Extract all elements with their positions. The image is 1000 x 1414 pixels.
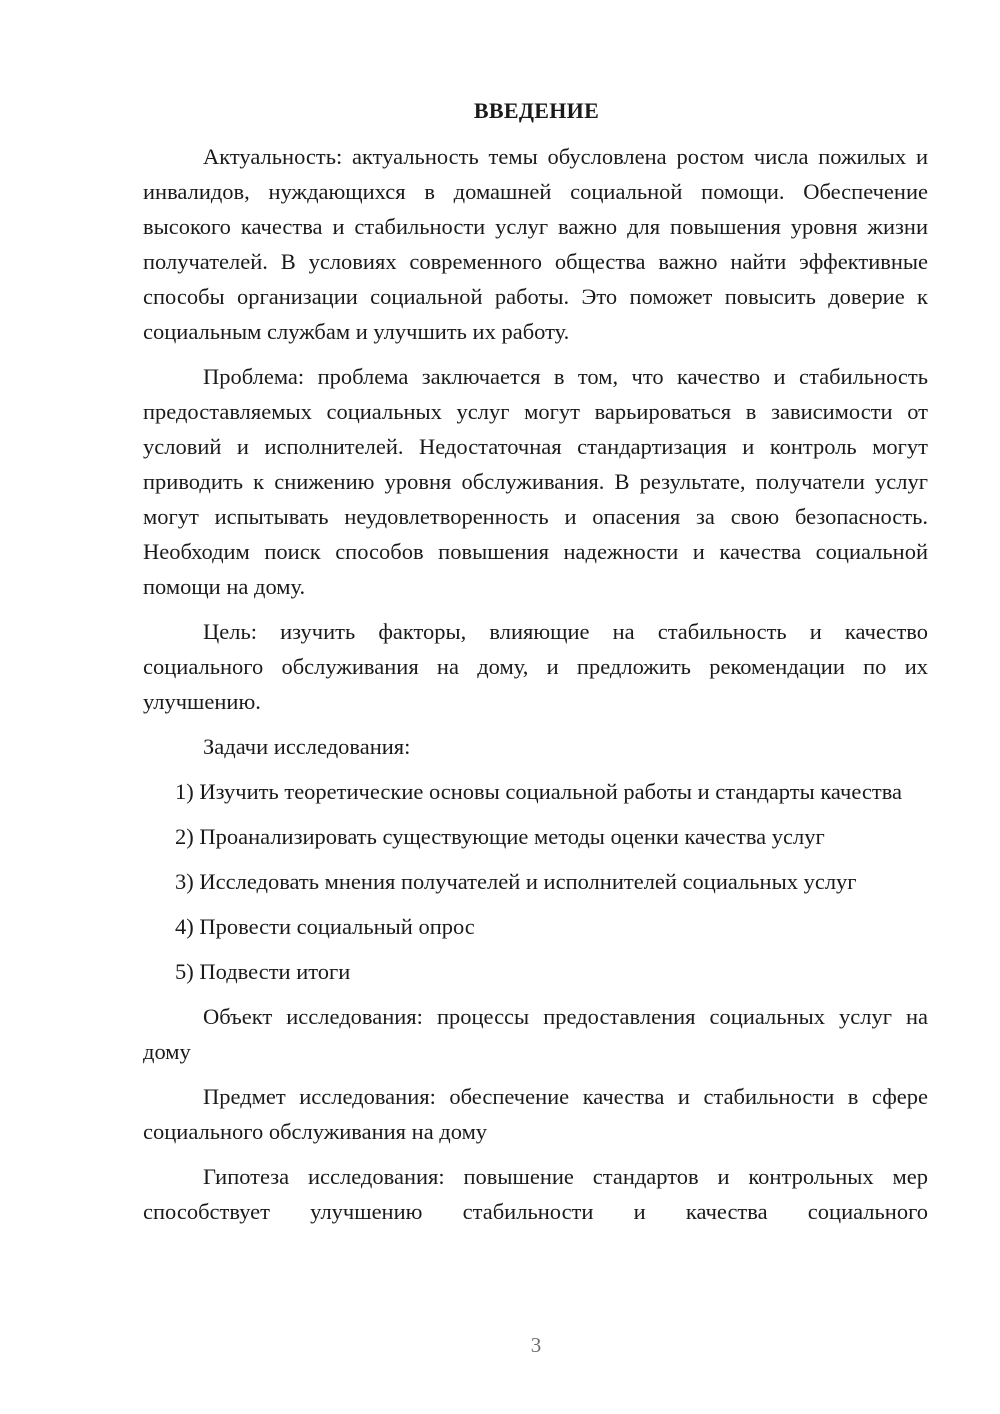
page-number: 3 (530, 1333, 542, 1357)
page-title: ВВЕДЕНИЕ (473, 98, 600, 123)
hypothesis-paragraph: Гипотеза исследования: повышение стандартов и контрольных мер способствует улучшению стабильности и качества социального (143, 1164, 928, 1224)
subject-paragraph: Предмет исследования: обеспечение качества и стабильности в сфере социального обслуживания на дому (143, 1084, 928, 1144)
problem-paragraph: Проблема: проблема заключается в том, что качество и стабильность предоставляемых социальных услуг могут варьироваться в зависимости от условий и исполнителей. Недостаточная стандартизация и контроль могут приводить к снижению уровня обслуживания. В результате, получатели услуг могут испытывать неудовлетворенность и опасения за свою безопасность. Необходим поиск способов повышения надежности и качества социальной помощи на дому. (143, 364, 928, 599)
relevance-paragraph: Актуальность: актуальность темы обусловлена ростом числа пожилых и инвалидов, нуждающихся в домашней социальной помощи. Обеспечение высокого качества и стабильности услуг важно для повышения уровня жизни получателей. В условиях современного общества важно найти эффективные способы организации социальной работы. Это поможет повысить доверие к социальным службам и улучшить их работу. (143, 144, 928, 344)
task-item: 3) Исследовать мнения получателей и исполнителей социальных услуг (175, 869, 857, 894)
task-item: 4) Провести социальный опрос (175, 914, 475, 939)
tasks-intro: Задачи исследования: (203, 734, 411, 759)
task-item: 2) Проанализировать существующие методы оценки качества услуг (175, 824, 825, 849)
object-paragraph: Объект исследования: процессы предоставления социальных услуг на дому (143, 1004, 928, 1064)
page-content (143, 96, 928, 1239)
goal-paragraph: Цель: изучить факторы, влияющие на стабильность и качество социального обслуживания на дому, и предложить рекомендации по их улучшению. (143, 619, 928, 714)
task-item: 5) Подвести итоги (175, 959, 351, 984)
task-item: 1) Изучить теоретические основы социальной работы и стандарты качества (175, 779, 903, 804)
